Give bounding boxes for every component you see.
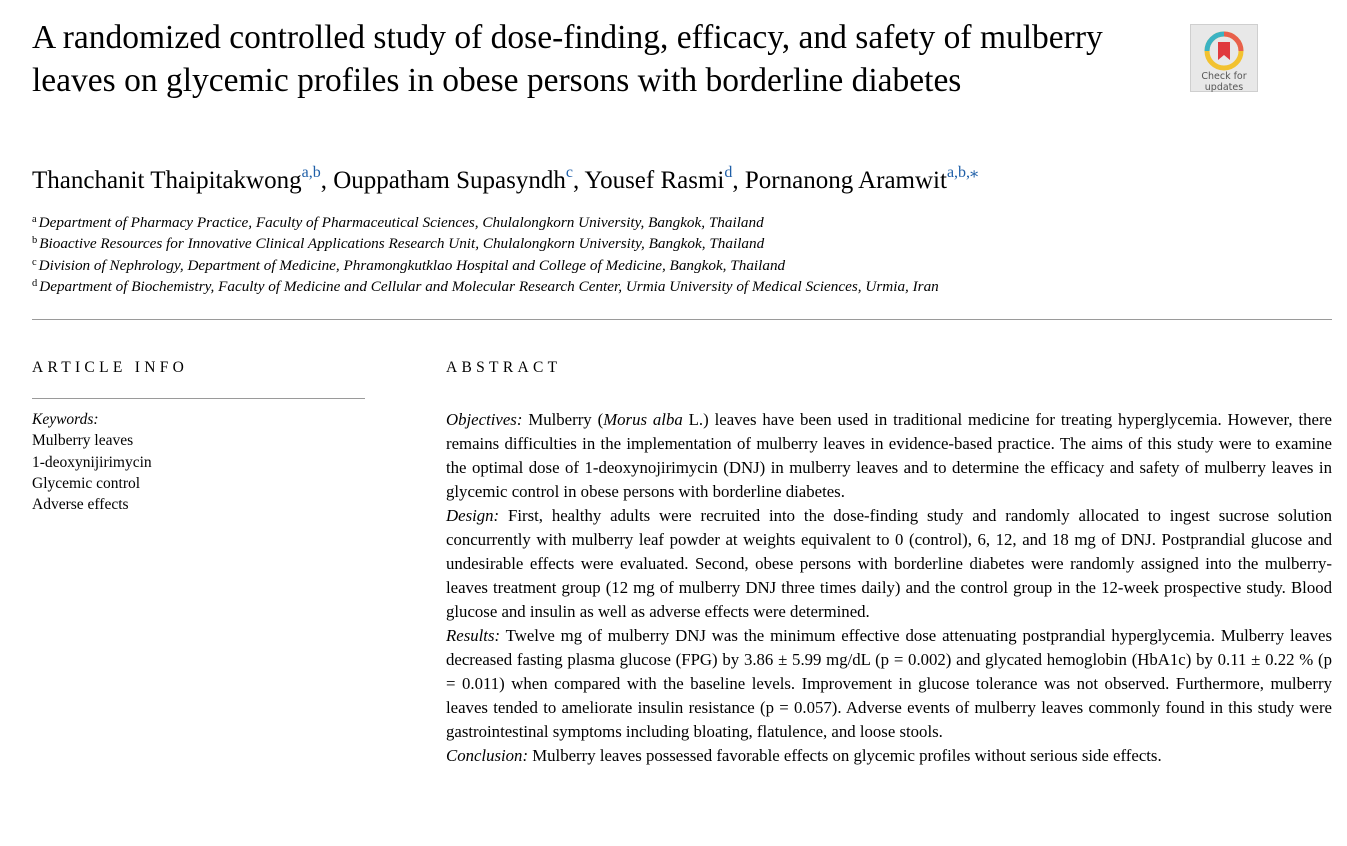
keyword-item[interactable]: Adverse effects [32, 496, 129, 514]
badge-label-2: updates [1204, 82, 1244, 93]
abstract-conclusion [446, 744, 1332, 768]
affiliation-text: Department of Biochemistry, Faculty of Medicine and Cellular and Molecular Research Center, Urmia University of Medical Sciences, Urmia, Iran [39, 277, 939, 295]
author-affil-link[interactable]: a,b, [946, 164, 971, 181]
results-text: Twelve mg of mulberry DNJ was the minimum effective dose attenuating postprandial hyperglycemia. Mulberry leaves decreased fasting plasma glucose (FPG) by 3.86 ± 5.99 mg/dL (p = 0.002) and glycated hemoglobin (HbA1c) by 0.11 ± 0.22 % (p = 0.011) when compared with the baseline levels. Improvement in glucose tolerance was not observed. Furthermore, mulberry leaves tended to ameliorate insulin resistance (p = 0.057). Adverse events of mulberry leaves commonly found in this study were gastrointestinal symptoms including bloating, flatulence, and loose stools. [446, 626, 1332, 741]
keywords-label: Keywords: [32, 411, 99, 428]
abstract-body [446, 408, 1332, 768]
affiliation-text: Division of Nephrology, Department of Medicine, Phramongkutklao Hospital and College of Medicine, Bangkok, Thailand [38, 256, 786, 274]
author-separator: , [320, 167, 334, 194]
check-for-updates-icon [1204, 31, 1244, 71]
author-affil-link[interactable]: d [724, 164, 733, 181]
conclusion-label: Conclusion: [446, 746, 529, 765]
abstract-objectives [446, 408, 1332, 504]
corresponding-author-link[interactable]: ⁎ [970, 164, 979, 181]
affiliation-key: d [32, 277, 38, 289]
affiliation-text: Department of Pharmacy Practice, Faculty of Pharmaceutical Sciences, Chulalongkorn University, Bangkok, Thailand [38, 214, 764, 231]
keyword-item[interactable]: 1-deoxynijirimycin [32, 453, 152, 471]
check-for-updates-badge[interactable] [1190, 24, 1258, 92]
author-name: Ouppatham Supasyndh [333, 167, 566, 194]
author-affil-link[interactable]: a,b [301, 164, 321, 181]
objectives-text: L.) leaves have been used in traditional medicine for treating hyperglycemia. However, there remains difficulties in the implementation of mulberry leaves in evidence-based practice. The aims of this study were to examine the optimal dose of 1-deoxynojirimycin (DNJ) in mulberry leaves and to determine the efficacy and safety of mulberry leaves in glycemic control in obese persons with borderline diabetes. [446, 410, 1332, 501]
keyword-item[interactable]: Glycemic control [32, 474, 141, 492]
design-label: Design: [446, 506, 500, 525]
affiliation-key: c [32, 256, 37, 268]
author-separator: , [572, 167, 585, 194]
abstract-results [446, 624, 1332, 744]
affiliation-list [32, 212, 939, 297]
objectives-label: Objectives: [446, 410, 523, 429]
design-text: First, healthy adults were recruited into the dose-finding study and randomly allocated to ingest sucrose solution concurrently with mulberry leaf powder at weights equivalent to 0 (control), 6, 12, and 18 mg of DNJ. Postprandial glucose and undesirable effects were evaluated. Second, obese persons with borderline diabetes were randomly assigned into the mulberry-leaves treatment group (12 mg of mulberry DNJ three times daily) and the control group in the 12-week prospective study. Blood glucose and insulin as well as adverse effects were determined. [446, 506, 1332, 621]
author-name: Yousef Rasmi [584, 167, 725, 194]
abstract-heading: ABSTRACT [446, 359, 562, 376]
author-name: Thanchanit Thaipitakwong [32, 167, 302, 194]
conclusion-text: Mulberry leaves possessed favorable effects on glycemic profiles without serious side effects. [528, 746, 1162, 765]
article-title: A randomized controlled study of dose-finding, efficacy, and safety of mulberry leaves on glycemic profiles in obese persons with borderline diabetes [32, 19, 1103, 99]
author-name: Pornanong Aramwit [744, 167, 947, 194]
species-name: Morus alba [603, 410, 683, 429]
affiliation-item [32, 212, 939, 233]
affiliation-key: a [32, 214, 37, 225]
article-info-divider [32, 398, 365, 399]
badge-label-1: Check for [1201, 71, 1247, 82]
keywords-section [32, 409, 152, 515]
article-info-heading: ARTICLE INFO [32, 359, 189, 376]
author-affil-link[interactable]: c [565, 164, 573, 181]
header-divider [32, 319, 1332, 320]
keyword-item[interactable]: Mulberry leaves [32, 432, 134, 450]
results-label: Results: [446, 626, 501, 645]
affiliation-item [32, 255, 939, 276]
affiliation-key: b [32, 235, 38, 247]
author-list [32, 166, 978, 196]
affiliation-item [32, 276, 939, 297]
affiliation-item [32, 233, 939, 254]
objectives-text-start: Mulberry ( [522, 410, 604, 429]
author-separator: , [732, 167, 745, 194]
abstract-design [446, 504, 1332, 624]
affiliation-text: Bioactive Resources for Innovative Clinical Applications Research Unit, Chulalongkorn University, Bangkok, Thailand [39, 235, 765, 253]
